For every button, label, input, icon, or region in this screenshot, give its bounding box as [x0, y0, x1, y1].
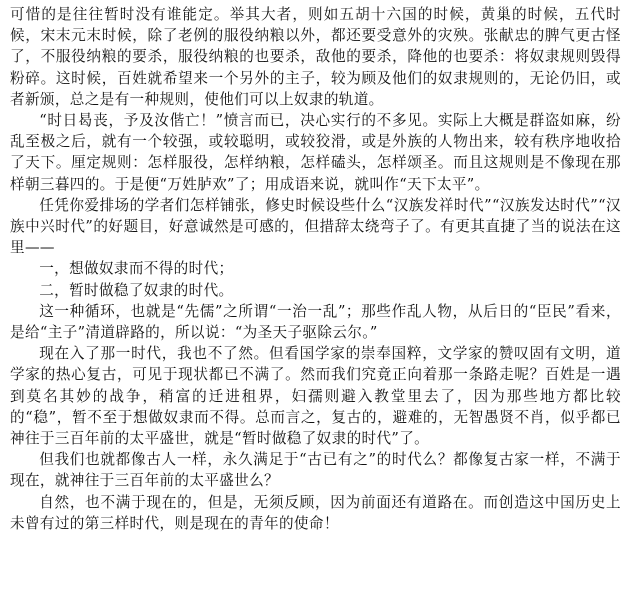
paragraph-1: 可惜的是往往暂时没有谁能定。举其大者，则如五胡十六国的时候，黄巢的时候，五代时候，宋末元末时候，除了老例的服役纳粮以外，都还要受意外的灾殃。张献忠的脾气更古怪了，不服役纳粮的要杀，服役纳粮的也要杀，敌他的要杀，降他的也要杀：将奴隶规则毁得粉碎。这时候，百姓就希望来一个另外的主子，较为顾及他们的奴隶规则的，无论仍旧，或者新颁，总之是有一种规则，使他们可以上奴隶的轨道。	[10, 6, 621, 108]
paragraph-4: 这一种循环，也就是“先儒”之所谓“一治一乱”；那些作乱人物，从后日的“臣民”看来，是给“主子”清道辟路的，所以说：“为圣天子驱除云尔。”	[10, 302, 621, 342]
list-item-1: 一，想做奴隶而不得的时代；	[39, 260, 234, 278]
paragraph-5: 现在入了那一时代，我也不了然。但看国学家的崇奉国粹，文学家的赞叹固有文明，道学家的热心复古，可见于现状都已不满了。然而我们究竟正向着那一条路走呢？百姓是一遇到莫名其妙的战争，稍富的迁进租界，妇孺则避入教堂里去了，因为那些地方都比较的“稳”，暂不至于想做奴隶而不得。总而言之，复古的，避难的，无智愚贤不肖，似乎都已神往于三百年前的太平盛世，就是“暂时做稳了奴隶的时代”了。	[10, 345, 621, 448]
list-item-2: 二，暂时做稳了奴隶的时代。	[39, 281, 234, 299]
paragraph-2: “时日曷丧，予及汝偕亡！”愤言而已，决心实行的不多见。实际上大概是群盗如麻，纷乱至极之后，就有一个较强，或较聪明，或较狡滑，或是外族的人物出来，较有秩序地收拾了天下。厘定规则：怎样服役，怎样纳粮，怎样磕头，怎样颂圣。而且这规则是不像现在那样朝三暮四的。于是便“万姓胪欢”了；用成语来说，就叫作“天下太平”。	[10, 112, 621, 193]
paragraph-7: 自然，也不满于现在的，但是，无须反顾，因为前面还有道路在。而创造这中国历史上未曾有过的第三样时代，则是现在的青年的使命！	[10, 493, 621, 532]
paragraph-6: 但我们也就都像古人一样，永久满足于“古已有之”的时代么？都像复古家一样，不满于现在，就神往于三百年前的太平盛世么？	[10, 451, 621, 490]
paragraph-3: 任凭你爱排场的学者们怎样铺张，修史时候设些什么“汉族发祥时代”“汉族发达时代”“汉族中兴时代”的好题目，好意诚然是可感的，但措辞太绕弯子了。有更其直捷了当的说法在这里——	[10, 196, 621, 257]
